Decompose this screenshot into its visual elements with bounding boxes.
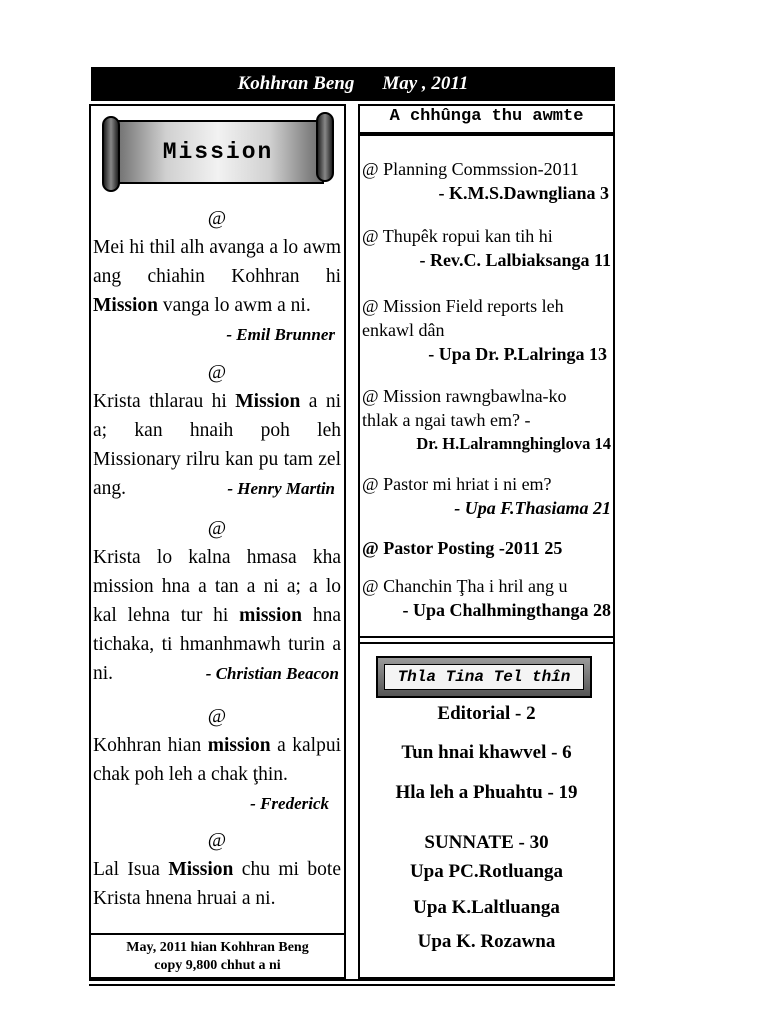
toc-item (360, 384, 613, 456)
toc-item (360, 536, 613, 560)
regular-features-box (376, 656, 592, 698)
quote-5 (93, 826, 341, 913)
toc-item (360, 294, 613, 366)
quote-text: chu mi bote Krista hnena hruai a ni. (93, 859, 341, 909)
scroll-body (112, 120, 324, 184)
regular-features-title: Thla Tina Tel thîn (384, 664, 584, 690)
quote-text: a ni a; kan hnaih poh leh Missionary rilru kan pu tam zel ang. (93, 391, 341, 499)
quote-bold: Mission (168, 859, 234, 880)
toc-author: - Rev.C. Lalbiaksanga 11 (419, 250, 611, 270)
quote-4 (93, 702, 341, 813)
toc-title: @ Thupêk ropui kan tih hi (362, 226, 553, 246)
scroll-left-roll-icon (102, 116, 120, 192)
print-run-note (91, 933, 344, 977)
toc-author: - Upa Dr. P.Lalringa 13 (428, 344, 607, 364)
contents-title: A chhûnga thu awmte (360, 104, 613, 134)
quote-bold: mission (239, 605, 303, 626)
bottom-rule (89, 979, 615, 981)
toc-item (360, 157, 613, 205)
quote-text: hna tichaka, ti hmanhmawh turin a ni. (93, 605, 341, 684)
bottom-rule-double (89, 984, 615, 986)
masthead (91, 67, 615, 101)
mission-scroll-banner (98, 112, 338, 194)
quote-marker: @ (207, 829, 227, 851)
obituary-name: Upa PC.Rotluanga (409, 861, 564, 882)
quote-marker: @ (207, 207, 227, 229)
regular-feature-item: Tun hnai khawvel - 6 (401, 742, 572, 763)
quote-1 (93, 204, 341, 349)
quote-author: - Henry Martin (227, 479, 335, 498)
quote-2 (93, 358, 341, 503)
quote-bold: Mission (93, 295, 159, 316)
toc-author: - Upa F.Thasiama 21 (454, 498, 611, 518)
toc-title: @ Mission rawngbawlna-ko thlak a ngai tawh em? - (362, 386, 567, 430)
banner-title: Mission (162, 139, 274, 165)
obituary-title: SUNNATE - 30 (424, 832, 549, 853)
toc-title: @ Planning Commssion-2011 (362, 159, 579, 179)
toc-item (360, 472, 613, 520)
quote-bold: mission (207, 735, 271, 756)
quote-author: - Christian Beacon (205, 664, 339, 683)
toc-title: @ Chanchin Ţha i hril ang u (362, 576, 568, 596)
publication-name: Kohhran Beng (237, 73, 355, 94)
toc-title: @ Mission Field reports leh enkawl dân (362, 296, 564, 340)
issue-date: May , 2011 (382, 73, 469, 94)
contents-divider (360, 636, 613, 638)
contents-divider-double (360, 642, 613, 644)
print-run-line-2: copy 9,800 chhut a ni (154, 958, 281, 973)
toc-item (360, 574, 613, 622)
quote-marker: @ (207, 517, 227, 539)
quote-bold: Mission (235, 391, 301, 412)
quote-3 (93, 514, 341, 688)
quote-marker: @ (207, 361, 227, 383)
regular-feature-item: Editorial - 2 (437, 703, 536, 724)
quote-text: Krista thlarau hi (93, 391, 236, 412)
regular-feature-item: Hla leh a Phuahtu - 19 (395, 782, 578, 803)
contents-title-rule (360, 134, 613, 136)
obituary-name: Upa K. Rozawna (417, 931, 556, 952)
toc-title: @ Pastor mi hriat i ni em? (362, 474, 552, 494)
toc-author: Dr. H.Lalramnghinglova 14 (416, 434, 611, 453)
print-run-line-1: May, 2011 hian Kohhran Beng (126, 940, 309, 955)
quote-text: a kalpui chak poh leh a chak ţhin. (93, 735, 341, 785)
quote-text: Mei hi thil alh avanga a lo awm ang chiahin Kohhran hi (93, 237, 341, 287)
scroll-right-roll-icon (316, 112, 334, 182)
quote-text: Kohhran hian (93, 735, 208, 756)
quote-marker: @ (207, 705, 227, 727)
quote-author: - Emil Brunner (226, 325, 335, 344)
quote-text: Lal Isua (93, 859, 169, 880)
quote-author: - Frederick (250, 794, 329, 813)
obituary-name: Upa K.Laltluanga (413, 897, 560, 918)
quote-text: Krista lo kalna hmasa kha mission hna a tan a ni a; a lo kal lehna tur hi (93, 547, 341, 626)
toc-author: - Upa Chalhmingthanga 28 (402, 600, 611, 620)
toc-title: @ Pastor Posting -2011 25 (362, 538, 563, 558)
toc-item (360, 224, 613, 272)
toc-author: - K.M.S.Dawngliana 3 (438, 183, 609, 203)
quote-text: vanga lo awm a ni. (158, 295, 311, 316)
